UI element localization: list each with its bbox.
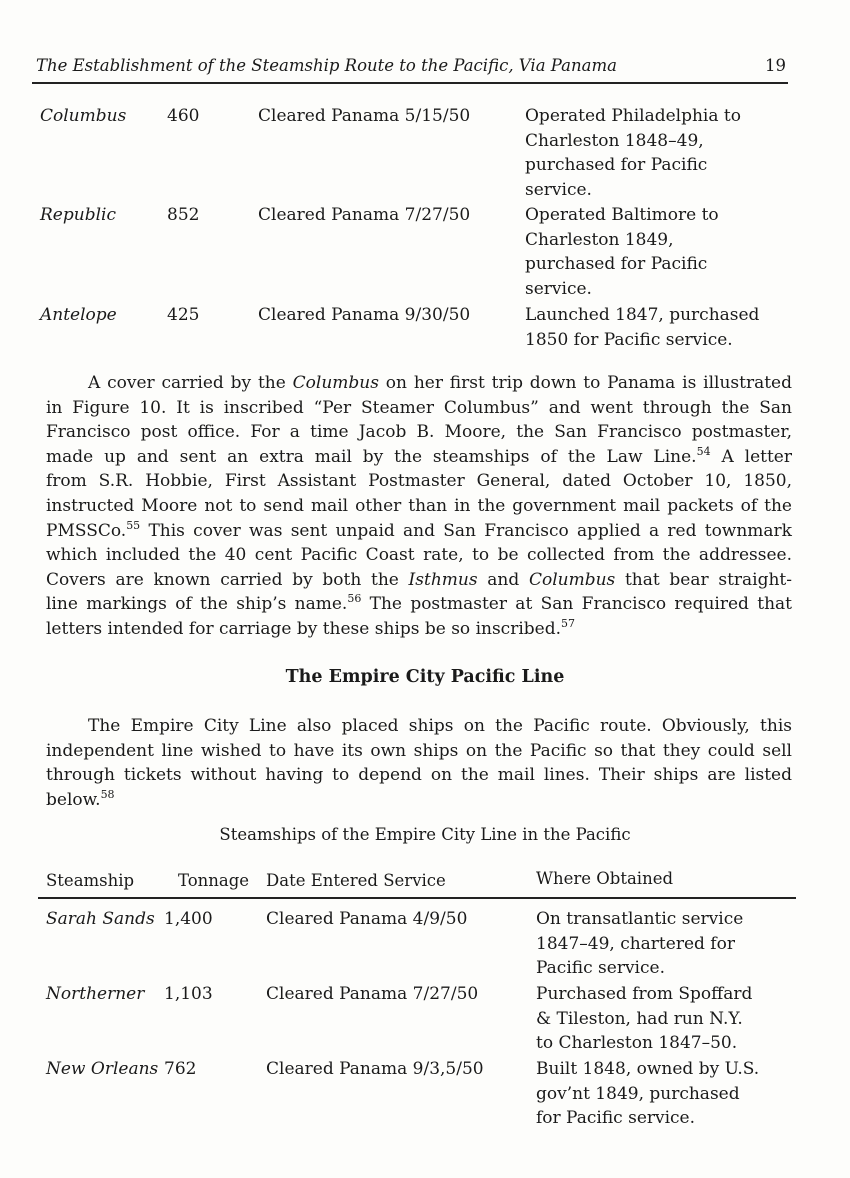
service-date: Cleared Panama 4/9/50 — [266, 909, 468, 929]
desc-line: & Tileston, had run N.Y. — [536, 1008, 743, 1029]
section-heading: The Empire City Pacific Line — [285, 667, 565, 687]
text-line: which included the 40 cent Pacific Coast rate, to be collected from the addressee. — [46, 545, 792, 566]
tonnage: 1,103 — [164, 984, 213, 1004]
tonnage: 425 — [167, 305, 200, 325]
text-line: independent line wished to have its own ships on the Pacific so that they could sell — [46, 740, 792, 761]
desc-line: Purchased from Spoffard — [536, 984, 753, 1004]
body-paragraph — [46, 714, 792, 812]
footnote-ref: 56 — [347, 592, 362, 606]
text-line: letters intended for carriage by these ships be so inscribed.$^{57}$ — [46, 616, 575, 639]
running-head — [36, 56, 788, 75]
footnote-ref: 58 — [100, 787, 115, 801]
service-date: Cleared Panama 5/15/50 — [258, 106, 471, 126]
header-rule — [32, 82, 788, 84]
footnote-ref: 54 — [696, 444, 711, 458]
text-line: through tickets without having to depend on the mail lines. Their ships are listed — [46, 765, 792, 786]
desc-line: Charleston 1848–49, — [525, 130, 704, 151]
footnote-ref: 57 — [561, 616, 575, 630]
ship-description — [525, 104, 795, 202]
tonnage: 762 — [164, 1059, 197, 1079]
column-header: Date Entered Service — [266, 871, 446, 890]
page-number: 19 — [765, 56, 786, 75]
service-date: Cleared Panama 9/30/50 — [258, 305, 471, 325]
desc-line: gov’nt 1849, purchased — [536, 1083, 740, 1104]
column-header: Where Obtained — [536, 869, 674, 888]
desc-line: to Charleston 1847–50. — [536, 1033, 738, 1053]
tonnage: 460 — [167, 106, 200, 126]
desc-line: service. — [525, 278, 592, 299]
text-line: instructed Moore not to send mail other than in the government mail packets of the — [46, 495, 792, 516]
desc-line: service. — [525, 179, 592, 200]
where-obtained — [536, 982, 796, 1056]
body-paragraph — [46, 371, 792, 642]
ship-name: Republic — [40, 205, 116, 225]
desc-line: purchased for Pacific — [525, 254, 708, 274]
ship-name: Northerner — [46, 984, 145, 1004]
text-line: in Figure 10. It is inscribed “Per Steamer Columbus” and went through the San — [46, 397, 792, 418]
desc-line: 1850 for Pacific service. — [525, 329, 733, 350]
desc-line: Operated Philadelphia to — [525, 106, 741, 126]
text-line: made up and sent an extra mail by the steamships of the Law Line.$^{54}$ A letter — [46, 444, 792, 467]
service-date: Cleared Panama 7/27/50 — [266, 984, 479, 1004]
text-line: The Empire City Line also placed ships on the Pacific route. Obviously, this — [88, 716, 792, 736]
column-header: Tonnage — [178, 871, 250, 890]
text-line: Francisco post office. For a time Jacob B. Moore, the San Francisco postmaster, — [46, 422, 792, 443]
desc-line: Launched 1847, purchased — [525, 305, 760, 325]
desc-line: Operated Baltimore to — [525, 205, 719, 225]
desc-line: for Pacific service. — [536, 1108, 696, 1128]
running-head-title: The Establishment of the Steamship Route to the Pacific, Via Panama — [36, 56, 617, 75]
table-header-rule — [38, 897, 796, 899]
tonnage: 852 — [167, 205, 200, 225]
text-line: PMSSCo.$^{55}$ This cover was sent unpaid and San Francisco applied a red townmark — [46, 518, 792, 541]
desc-line: purchased for Pacific — [525, 155, 708, 175]
desc-line: On transatlantic service — [536, 909, 744, 929]
table-caption: Steamships of the Empire City Line in the Pacific — [219, 825, 631, 844]
text-line: A cover carried by the Columbus on her first trip down to Panama is illustrated — [88, 373, 792, 393]
ship-description — [525, 203, 795, 301]
text-line: from S.R. Hobbie, First Assistant Postmaster General, dated October 10, 1850, — [46, 471, 792, 492]
desc-line: Pacific service. — [536, 958, 665, 978]
ship-name: Sarah Sands — [46, 909, 155, 929]
desc-line: 1847–49, chartered for — [536, 933, 735, 954]
footnote-ref: 55 — [126, 518, 141, 532]
text-line: Covers are known carried by both the Isthmus and Columbus that bear straight- — [46, 569, 793, 590]
ship-name: Columbus — [40, 106, 127, 126]
service-date: Cleared Panama 9/3,5/50 — [266, 1059, 484, 1079]
ship-name: New Orleans — [46, 1059, 159, 1079]
desc-line: Charleston 1849, — [525, 229, 674, 250]
service-date: Cleared Panama 7/27/50 — [258, 205, 471, 225]
desc-line: Built 1848, owned by U.S. — [536, 1059, 760, 1079]
column-header: Steamship — [46, 871, 135, 890]
where-obtained — [536, 1057, 796, 1131]
text-line: line markings of the ship’s name.$^{56}$ The postmaster at San Francisco required that — [46, 592, 793, 615]
ship-name: Antelope — [40, 305, 117, 325]
tonnage: 1,400 — [164, 909, 213, 929]
where-obtained — [536, 907, 796, 981]
ship-description — [525, 303, 795, 352]
text-line: below.$^{58}$ — [46, 787, 115, 810]
